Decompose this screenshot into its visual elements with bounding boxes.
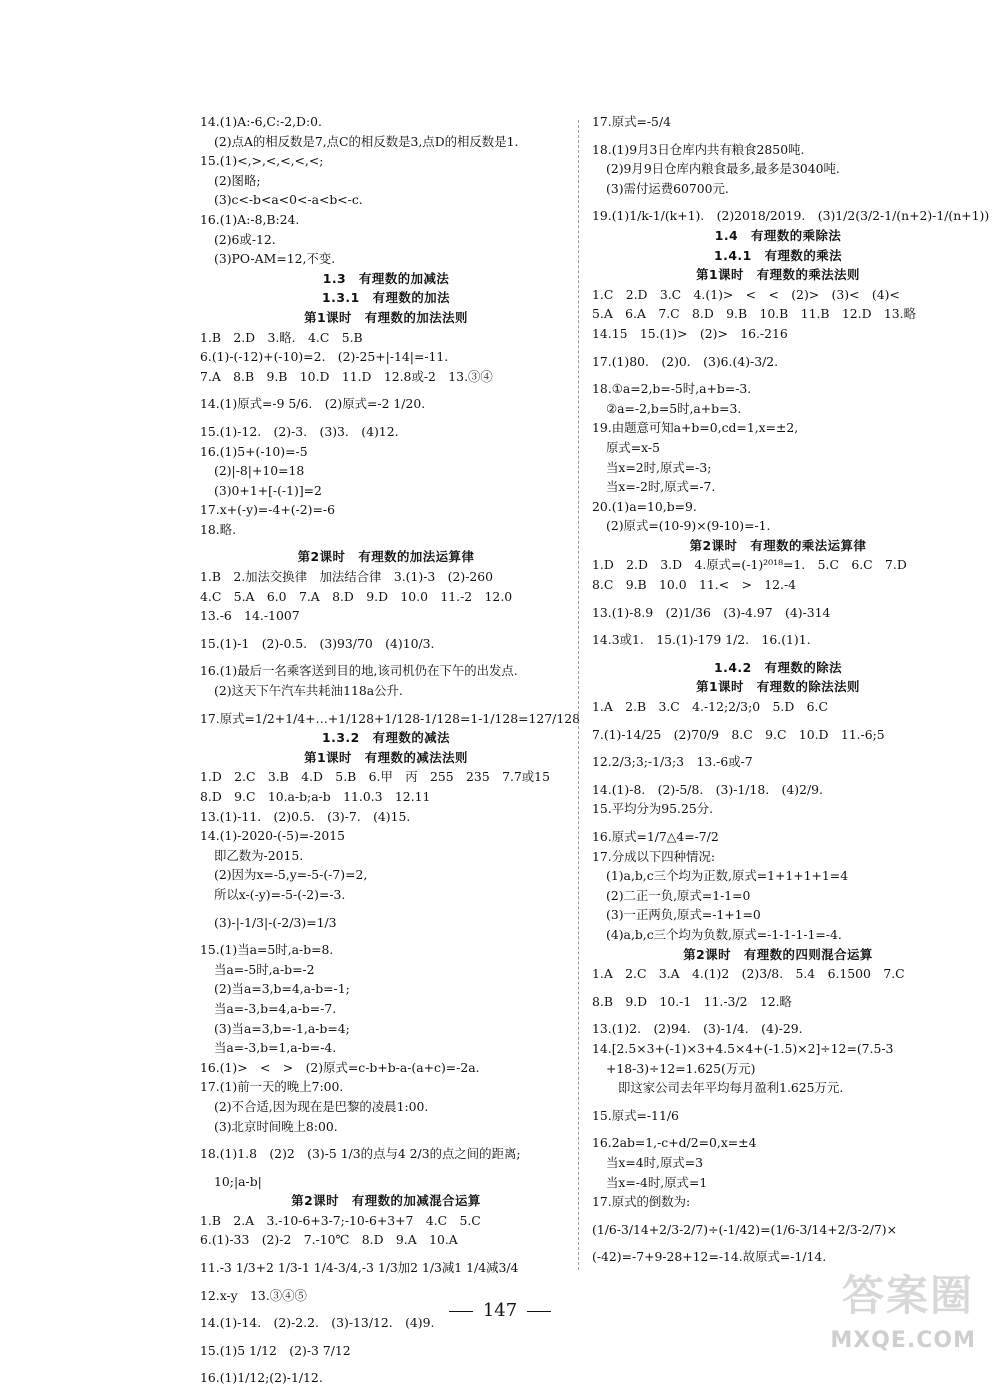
spacer [200, 539, 572, 547]
answer-line: (2)当a=3,b=4,a-b=-1; [214, 981, 350, 997]
section-heading: 第1课时 有理数的乘法法则 [696, 267, 860, 283]
answer-line: 7.A 8.B 9.B 10.D 11.D 12.8或-2 13.③④ [200, 368, 493, 384]
answer-line: 12.x-y 13.③④⑤ [200, 1287, 307, 1303]
answer-line: 1.A 2.C 3.A 4.(1)2 (2)3/8. 5.4 6.1500 7.C [592, 966, 905, 982]
answer-line: (3)一正两负,原式=-1+1=0 [606, 907, 761, 923]
answer-line: 6.(1)-33 (2)-2 7.-10℃ 8.D 9.A 10.A [200, 1232, 458, 1248]
spacer [200, 1360, 572, 1368]
answer-line: 17.原式的倒数为: [592, 1194, 691, 1210]
answer-line: 15.(1)<,>,<,<,<,<; [200, 153, 324, 169]
answer-line: 17.(1)80. (2)0. (3)6.(4)-3/2. [592, 353, 779, 369]
answer-column-right [592, 112, 990, 1267]
answer-line: 18.(1)9月3日仓库内共有粮食2850吨. [592, 141, 805, 157]
answer-line: 18.略. [200, 521, 237, 537]
spacer [200, 1333, 572, 1341]
section-heading: 1.4.1 有理数的乘法 [713, 247, 842, 263]
answer-line: 1.A 2.B 3.C 4.-12;2/3;0 5.D 6.C [592, 699, 828, 715]
answer-line: 当x=-2时,原式=-7. [606, 479, 716, 495]
section-heading: 1.4 有理数的乘除法 [714, 227, 842, 243]
spacer [592, 650, 964, 658]
answer-line: 10;|a-b| [214, 1173, 262, 1189]
answer-line: 15.原式=-11/6 [592, 1107, 679, 1123]
spacer [200, 905, 572, 913]
watermark [816, 1263, 984, 1353]
answer-line: 16.2ab=1,-c+d/2=0,x=±4 [592, 1135, 757, 1151]
answer-line: 5.A 6.A 7.C 8.D 9.B 10.B 11.B 12.D 13.略 [592, 306, 917, 322]
spacer [200, 1250, 572, 1258]
spacer [592, 371, 964, 379]
answer-line: (1)a,b,c三个均为正数,原式=1+1+1+1=4 [606, 868, 849, 884]
answer-line: 14.(1)-8. (2)-5/8. (3)-1/18. (4)2/9. [592, 781, 823, 797]
answer-line: 1.C 2.D 3.C 4.(1)> < < (2)> (3)< (4)< [592, 286, 900, 302]
answer-line: 14.(1)-14. (2)-2.2. (3)-13/12. (4)9. [200, 1315, 435, 1331]
answer-line: 当a=-5时,a-b=-2 [214, 961, 315, 977]
answer-line: 当a=-3,b=1,a-b=-4. [214, 1040, 337, 1056]
answer-line: 所以x-(-y)=-5-(-2)=-3. [214, 886, 346, 902]
answer-line: (2)|-8|+10=18 [214, 463, 305, 479]
section-heading: 第2课时 有理数的加减混合运算 [291, 1193, 481, 1209]
answer-line: 20.(1)a=10,b=9. [592, 498, 697, 514]
answer-column-left [200, 112, 580, 1388]
answer-line: 17.原式=1/2+1/4+…+1/128+1/128-1/128=1-1/128=127/128 [200, 710, 580, 726]
answer-line: 13.(1)-8.9 (2)1/36 (3)-4.97 (4)-314 [592, 604, 831, 620]
spacer [200, 932, 572, 940]
answer-line: 6.(1)-(-12)+(-10)=2. (2)-25+|-14|=-11. [200, 349, 449, 365]
answer-line: 14.15 15.(1)> (2)> 16.-216 [592, 325, 788, 341]
answer-line: 当x=4时,原式=3 [606, 1154, 704, 1170]
answer-line: (2)9月9日仓库内粮食最多,最多是3040吨. [606, 161, 840, 177]
section-heading: 1.4.2 有理数的除法 [713, 659, 842, 675]
spacer [592, 1125, 964, 1133]
spacer [200, 1136, 572, 1144]
answer-line: 17.x+(-y)=-4+(-2)=-6 [200, 502, 335, 518]
answer-line: 13.(1)2. (2)94. (3)-1/4. (4)-29. [592, 1021, 803, 1037]
answer-line: 18.①a=2,b=-5时,a+b=-3. [592, 381, 752, 397]
answer-line: 13.(1)-11. (2)0.5. (3)-7. (4)15. [200, 808, 411, 824]
answer-line: (2)不合适,因为现在是巴黎的凌晨1:00. [214, 1098, 429, 1114]
spacer [592, 595, 964, 603]
answer-line: 14.[2.5×3+(-1)×3+4.5×4+(-1.5)×2]÷12=(7.5-3 [592, 1040, 894, 1056]
answer-line: 原式=x-5 [606, 439, 661, 455]
answer-line: 14.3或1. 15.(1)-179 1/2. 16.(1)1. [592, 632, 811, 648]
answer-line: 当a=-3,b=4,a-b=-7. [214, 1000, 337, 1016]
answer-line: 8.B 9.D 10.-1 11.-3/2 12.略 [592, 993, 792, 1009]
answer-line: 19.由题意可知a+b=0,cd=1,x=±2, [592, 420, 799, 436]
spacer [592, 819, 964, 827]
answer-line: 即这家公司去年平均每月盈利1.625万元. [618, 1080, 844, 1096]
answer-line: 7.(1)-14/25 (2)70/9 8.C 9.C 10.D 11.-6;5 [592, 726, 885, 742]
section-heading: 第2课时 有理数的加法运算律 [297, 549, 475, 565]
spacer [592, 717, 964, 725]
answer-line: 15.(1)5 1/12 (2)-3 7/12 [200, 1342, 351, 1358]
answer-line: 当x=2时,原式=-3; [606, 459, 712, 475]
answer-line: (3)当a=3,b=-1,a-b=4; [214, 1020, 350, 1036]
answer-line: 16.(1)5+(-10)=-5 [200, 443, 308, 459]
answer-line: (1/6-3/14+2/3-2/7)÷(-1/42)=(1/6-3/14+2/3-2/7)× [592, 1221, 897, 1237]
answer-line: 15.(1)-1 (2)-0.5. (3)93/70 (4)10/3. [200, 635, 435, 651]
answer-line: +18-3)÷12=1.625(万元) [606, 1060, 756, 1076]
answer-line: 15.(1)-12. (2)-3. (3)3. (4)12. [200, 423, 399, 439]
spacer [592, 132, 964, 140]
spacer [200, 1278, 572, 1286]
answer-line: (2)原式=(10-9)×(9-10)=-1. [606, 518, 771, 534]
watermark-logo: 答案圈 [841, 1271, 974, 1320]
spacer [200, 626, 572, 634]
spacer [200, 414, 572, 422]
answer-line: 17.原式=-5/4 [592, 114, 671, 129]
answer-line: ②a=-2,b=5时,a+b=3. [606, 400, 742, 416]
answer-line: 14.(1)A:-6,C:-2,D:0. [200, 114, 322, 129]
column-divider [578, 120, 579, 1270]
spacer [592, 1098, 964, 1106]
answer-line: 11.-3 1/3+2 1/3-1 1/4-3/4,-3 1/3加2 1/3减1 1/4减3/4 [200, 1260, 519, 1276]
answer-line: 4.C 5.A 6.0 7.A 8.D 9.D 10.0 11.-2 12.0 [200, 588, 513, 604]
spacer [200, 653, 572, 661]
spacer [592, 622, 964, 630]
answer-line: 16.(1)1/12;(2)-1/12. [200, 1370, 323, 1386]
answer-line: (3)c<-b<a<0<-a<b<-c. [214, 192, 363, 208]
answer-line: (2)这天下午汽车共耗油118a公升. [214, 683, 403, 699]
answer-line: 17.(1)前一天的晚上7:00. [200, 1079, 344, 1095]
answer-line: 17.分成以下四种情况: [592, 848, 716, 864]
page-number: 147 [0, 1300, 1000, 1321]
spacer [200, 386, 572, 394]
answer-line: 14.(1)原式=-9 5/6. (2)原式=-2 1/20. [200, 396, 426, 412]
answer-line: 19.(1)1/k-1/(k+1). (2)2018/2019. (3)1/2(3/2-1/(n+2)-1/(n+1)) [592, 208, 990, 224]
section-heading: 第1课时 有理数的减法法则 [304, 749, 468, 765]
answer-line: (3)北京时间晚上8:00. [214, 1118, 338, 1134]
spacer [592, 984, 964, 992]
answer-line: (3)0+1+[-(-1)]=2 [214, 482, 322, 498]
answer-line: 13.-6 14.-1007 [200, 608, 300, 624]
answer-line: 1.B 2.A 3.-10-6+3-7;-10-6+3+7 4.C 5.C [200, 1212, 481, 1228]
answer-line: (2)图略; [214, 172, 261, 188]
section-heading: 1.3.1 有理数的加法 [321, 290, 450, 306]
answer-line: 16.(1)> < > (2)原式=c-b+b-a-(a+c)=-2a. [200, 1059, 480, 1075]
answer-line: 1.B 2.加法交换律 加法结合律 3.(1)-3 (2)-260 [200, 569, 494, 585]
answer-line: (3)-|-1/3|-(-2/3)=1/3 [214, 914, 337, 930]
spacer [592, 1011, 964, 1019]
answer-line: (-42)=-7+9-28+12=-14.故原式=-1/14. [592, 1249, 827, 1265]
answer-line: (3)需付运费60700元. [606, 180, 729, 196]
section-heading: 第1课时 有理数的加法法则 [304, 309, 468, 325]
section-heading: 1.3 有理数的加减法 [322, 270, 450, 286]
answer-line: 16.(1)A:-8,B:24. [200, 211, 300, 227]
answer-line: (2)因为x=-5,y=-5-(-7)=2, [214, 867, 368, 883]
spacer [592, 198, 964, 206]
answer-line: 1.D 2.C 3.B 4.D 5.B 6.甲 丙 255 235 7.7或15 [200, 769, 550, 785]
answer-line: 14.(1)-2020-(-5)=-2015 [200, 828, 346, 844]
answer-line: 12.2/3;3;-1/3;3 13.-6或-7 [592, 754, 753, 770]
answer-line: (2)6或-12. [214, 231, 276, 247]
answer-line: 15.平均分为95.25分. [592, 801, 714, 817]
answer-line: 15.(1)当a=5时,a-b=8. [200, 942, 334, 958]
spacer [592, 1239, 964, 1247]
answer-line: 16.(1)最后一名乘客送到目的地,该司机仍在下午的出发点. [200, 663, 518, 679]
spacer [592, 1212, 964, 1220]
answer-line: 当x=-4时,原式=1 [606, 1174, 708, 1190]
spacer [200, 701, 572, 709]
section-heading: 第1课时 有理数的除法法则 [696, 679, 860, 695]
spacer [592, 344, 964, 352]
spacer [592, 744, 964, 752]
section-heading: 1.3.2 有理数的减法 [321, 730, 450, 746]
watermark-url: MXQE.COM [830, 1328, 976, 1353]
answer-line: (3)PO-AM=12,不变. [214, 251, 336, 267]
answer-line: 16.原式=1/7△4=-7/2 [592, 829, 719, 844]
answer-line: 1.D 2.D 3.D 4.原式=(-1)²⁰¹⁸=1. 5.C 6.C 7.D [592, 557, 907, 573]
answer-line: (4)a,b,c三个均为负数,原式=-1-1-1-1=-4. [606, 926, 842, 942]
spacer [592, 772, 964, 780]
spacer [200, 1164, 572, 1172]
answer-line: 18.(1)1.8 (2)2 (3)-5 1/3的点与4 2/3的点之间的距离; [200, 1146, 521, 1162]
answer-line: 8.D 9.C 10.a-b;a-b 11.0.3 12.11 [200, 789, 431, 804]
answer-line: (2)二正一负,原式=1-1=0 [606, 887, 751, 903]
answer-line: (2)点A的相反数是7,点C的相反数是3,点D的相反数是1. [214, 133, 519, 149]
answer-line: 即乙数为-2015. [214, 847, 304, 863]
section-heading: 第2课时 有理数的四则混合运算 [683, 946, 873, 962]
answer-line: 1.B 2.D 3.略. 4.C 5.B [200, 329, 363, 345]
answer-line: 8.C 9.B 10.0 11.< > 12.-4 [592, 577, 797, 593]
section-heading: 第2课时 有理数的乘法运算律 [689, 537, 867, 553]
